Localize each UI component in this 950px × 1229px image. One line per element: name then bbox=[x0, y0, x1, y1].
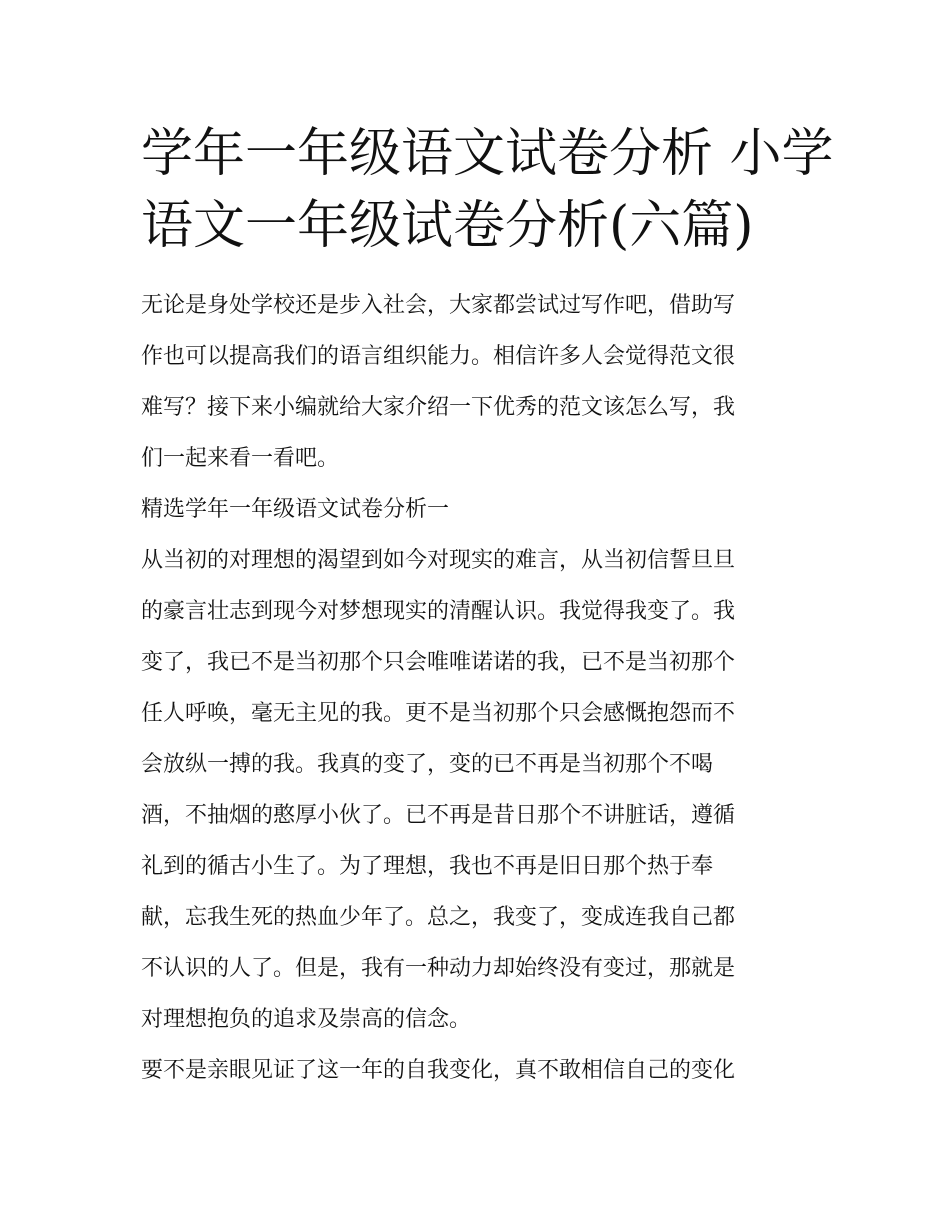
next-paragraph-line: 要不是亲眼见证了这一年的自我变化，真不敢相信自己的变化 bbox=[141, 1058, 736, 1083]
body-line: 会放纵一搏的我。我真的变了，变的已不再是当初那个不喝 bbox=[141, 752, 714, 777]
intro-line: 们一起来看一看吧。 bbox=[141, 446, 340, 471]
body-line: 变了，我已不是当初那个只会唯唯诺诺的我，已不是当初那个 bbox=[141, 650, 736, 675]
document-title bbox=[141, 118, 834, 262]
body-paragraph bbox=[141, 535, 813, 1045]
body-line: 献，忘我生死的热血少年了。总之，我变了，变成连我自己都 bbox=[141, 905, 736, 930]
intro-line: 难写？接下来小编就给大家介绍一下优秀的范文该怎么写，我 bbox=[141, 395, 736, 420]
title-line: 语文一年级试卷分析(六篇) bbox=[141, 196, 754, 256]
document-content bbox=[141, 118, 834, 1096]
body-line: 礼到的循古小生了。为了理想，我也不再是旧日那个热于奉 bbox=[141, 854, 714, 879]
body-line: 从当初的对理想的渴望到如今对现实的难言，从当初信誓旦旦 bbox=[141, 548, 736, 573]
body-line: 酒，不抽烟的憨厚小伙了。已不再是昔日那个不讲脏话，遵循 bbox=[141, 803, 736, 828]
body-line: 任人呼唤，毫无主见的我。更不是当初那个只会感慨抱怨而不 bbox=[141, 701, 736, 726]
next-paragraph bbox=[141, 1045, 813, 1096]
section-heading: 精选学年一年级语文试卷分析一 bbox=[141, 497, 450, 522]
intro-line: 作也可以提高我们的语言组织能力。相信许多人会觉得范文很 bbox=[141, 344, 736, 369]
title-line: 学年一年级语文试卷分析 小学 bbox=[141, 124, 834, 184]
body-line: 不认识的人了。但是，我有一种动力却始终没有变过，那就是 bbox=[141, 956, 736, 981]
intro-paragraph bbox=[141, 280, 813, 484]
intro-line: 无论是身处学校还是步入社会，大家都尝试过写作吧，借助写 bbox=[141, 293, 736, 318]
body-line: 对理想抱负的追求及崇高的信念。 bbox=[141, 1007, 472, 1032]
body-line: 的豪言壮志到现今对梦想现实的清醒认识。我觉得我变了。我 bbox=[141, 599, 736, 624]
